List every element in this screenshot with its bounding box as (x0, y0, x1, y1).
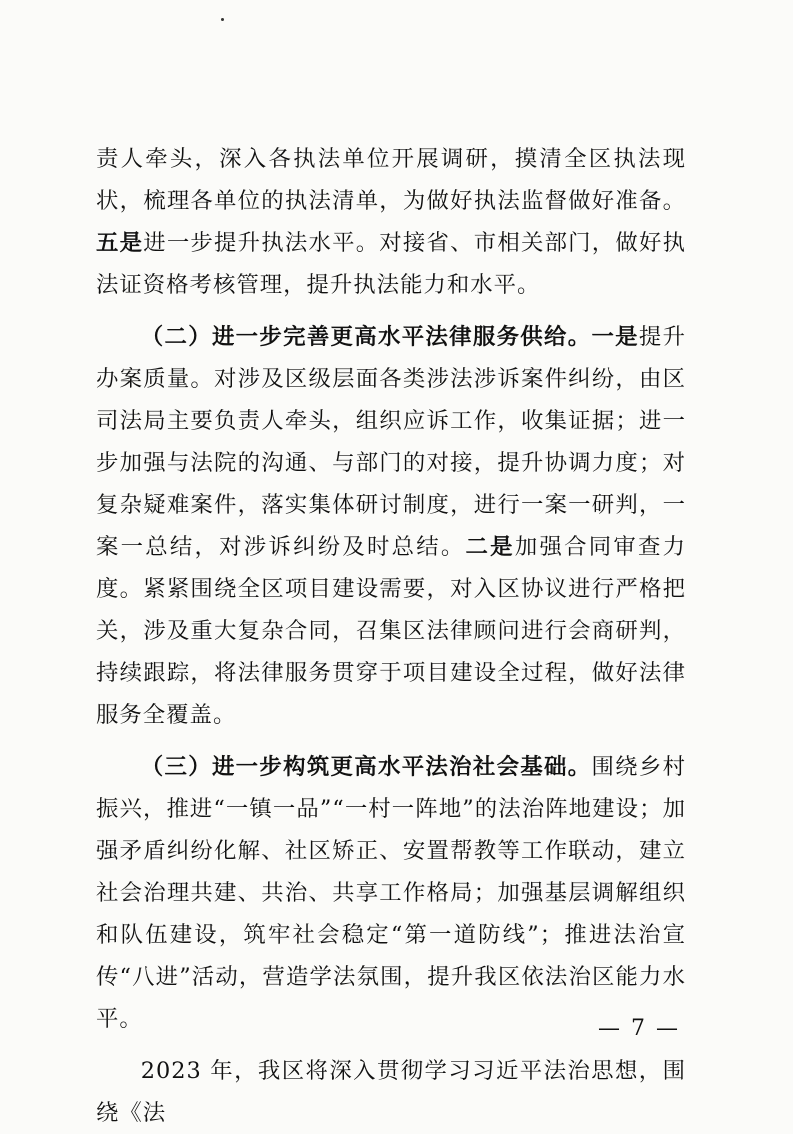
text-run: 围绕乡村振兴，推进“一镇一品”“一村一阵地”的法治阵地建设；加强矛盾纠纷化解、社区矫正、安置帮教等工作联动，建立社会治理共建、共治、共享工作格局；加强基层调解组织和队伍建设，筑牢社会稳定“第一道防线”；推进法治宣传“八进”活动，营造学法氛围，提升我区依法治区能力水平。 (96, 754, 686, 1032)
text-run: 2023 年，我区将深入贯彻学习习近平法治思想，围绕《法 (96, 1058, 686, 1126)
text-run: 进一步提升执法水平。对接省、市相关部门，做好执法证资格考核管理，提升执法能力和水平。 (96, 230, 687, 298)
paragraph-p3 (96, 746, 686, 1040)
bold-phrase: （二）进一步完善更高水平法律服务供给。 (140, 324, 592, 350)
text-run: 提升办案质量。对涉及区级层面各类涉法涉诉案件纠纷，由区司法局主要负责人牵头，组织应诉工作，收集证据；进一步加强与法院的沟通、与部门的对接，提升协调力度；对复杂疑难案件，落实集体研讨制度，进行一案一研判，一案一总结，对涉诉纠纷及时总结。 (96, 324, 686, 560)
body-text (96, 138, 686, 1134)
page-number: — 7 — (598, 1016, 680, 1041)
bold-phrase: 一是 (591, 324, 639, 350)
paragraph-p1 (96, 138, 686, 306)
bold-phrase: 二是 (465, 534, 515, 560)
bold-phrase: （三）进一步构筑更高水平法治社会基础。 (140, 754, 592, 780)
paragraph-p4 (96, 1050, 686, 1134)
paragraph-p2 (96, 316, 686, 736)
text-run: 责人牵头，深入各执法单位开展调研，摸清全区执法现状，梳理各单位的执法清单，为做好执法监督做好准备。 (96, 146, 686, 214)
scan-speck (221, 18, 224, 21)
text-run: 加强合同审查力度。紧紧围绕全区项目建设需要，对入区协议进行严格把关，涉及重大复杂合同，召集区法律顾问进行会商研判，持续跟踪，将法律服务贯穿于项目建设全过程，做好法律服务全覆盖。 (96, 534, 687, 728)
bold-phrase: 五是 (96, 230, 144, 256)
